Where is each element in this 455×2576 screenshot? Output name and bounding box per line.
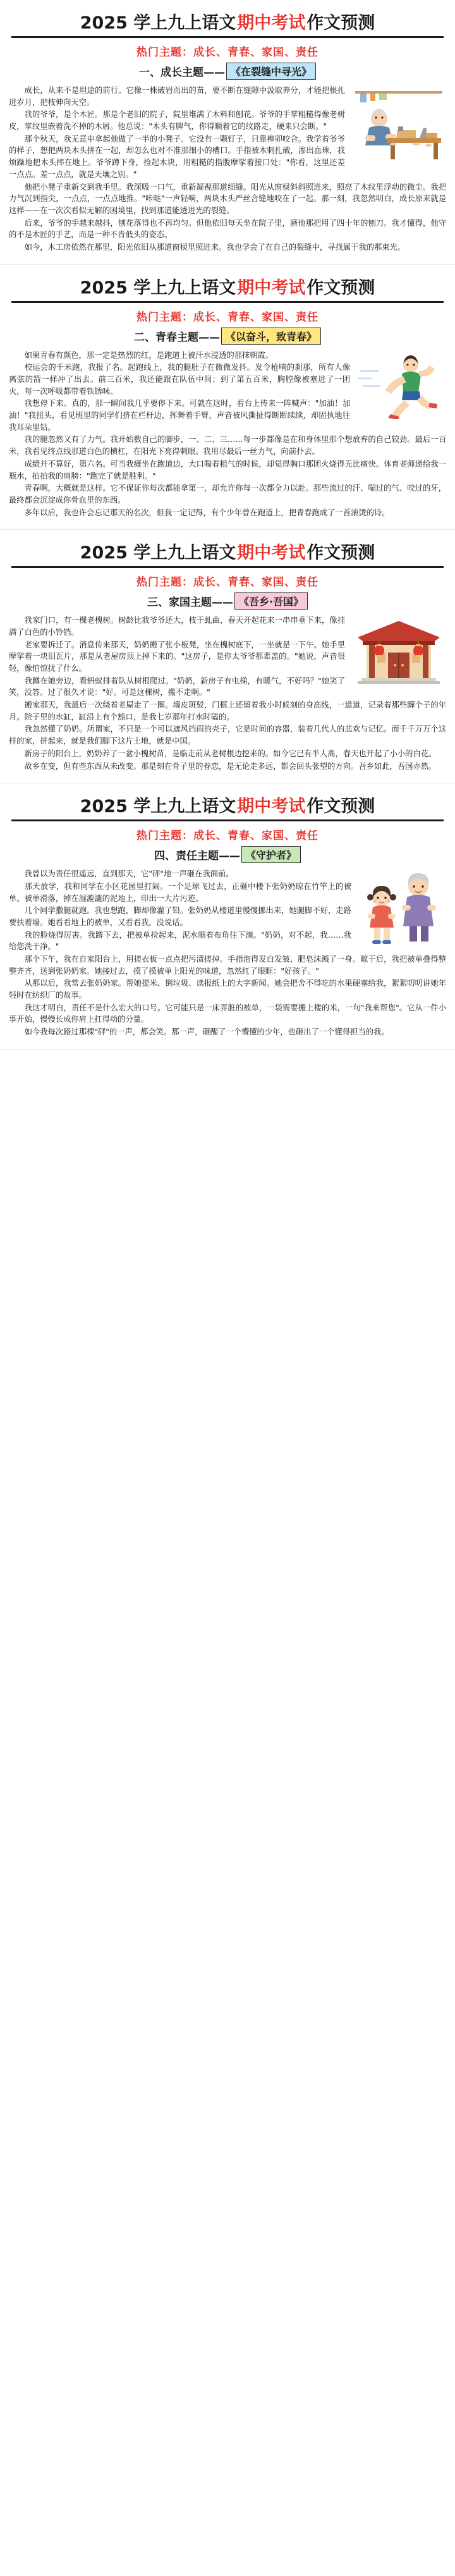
- page-title: [9, 536, 446, 565]
- title-part-2: 期中考试: [237, 278, 306, 298]
- paragraph: 青春啊，大概就是这样。它不保证你每次都能拿第一，却允许你每一次都全力以赴。那些流过的汗、喘过的气、咬过的牙，最终都会沉淀成你骨血里的东西。: [9, 484, 446, 505]
- paragraph: 如今我每次路过那棵"砰"的一声，都会笑。那一声，砸醒了一个懵懂的少年，也砸出了一个懂得担当的我。: [24, 1027, 389, 1037]
- title-part-3: 作文预测: [306, 797, 375, 817]
- topic-bar-1: 热门主题：成长、青春、家国、责任: [136, 46, 318, 59]
- section-prefix-2: 二、青春主题——: [133, 331, 220, 344]
- paragraph: 那个秋天，我无意中拿起他做了一半的小凳子。它没有一颗钉子，只靠榫卯咬合。我学着爷爷的样子，想把两块木头拼在一起，却怎么也对不准那细小的槽口。手指被木刺扎破，渗出血珠，我烦躁地把木头摔在地上。爷爷蹲下身，捡起木块，用粗糙的指腹摩挲着接口处："你看，这里还差一点点。差一点点，就是天壤之别。": [9, 134, 345, 179]
- article-card-1: [0, 0, 455, 265]
- title-part-1: 2025 学上九上语文: [80, 278, 236, 298]
- grandmother-girl-illustration: [358, 869, 446, 945]
- paragraph: 后来，爷爷的手越来越抖，刨花落得也不再均匀。但他依旧每天坐在院子里，磨他那把用了四十年的刨刀。我才懂得，他守的不是木匠的手艺，而是一种不肯低头的姿态。: [9, 218, 446, 240]
- paragraph: 我蹲在她旁边，看蚂蚁排着队从树根爬过。"奶奶，新房子有电梯，有暖气，不好吗？"她笑了笑，没答。过了很久才说："好。可是这棵树，搬不走啊。": [9, 676, 345, 697]
- article-body-2: [9, 350, 446, 520]
- paragraph: 如今，木工房依然在那里，阳光依旧从那道窗棂里照进来。我也学会了在自己的裂缝中，寻找属于我的那束光。: [24, 242, 406, 252]
- paragraph: 几个同学撒腿就跑。我也想跑，脚却像灌了铅。张奶奶从楼道里慢慢挪出来，她腿脚不好，走路要扶着墙。她看看地上的被单，又看看我，没说话。: [9, 906, 351, 927]
- section-prefix-4: 四、责任主题——: [154, 850, 240, 863]
- title-divider: [11, 566, 444, 568]
- page-title: [9, 790, 446, 818]
- title-part-3: 作文预测: [306, 278, 375, 298]
- grandfather-carpenter-illustration: [351, 86, 446, 161]
- paragraph: 我忽然懂了奶奶。所谓家，不只是一个可以遮风挡雨的壳子，它是时间的容器，装着几代人的悲欢与记忆。而千千万万个这样的家，拼起来，就是我们脚下这片土地，就是中国。: [9, 725, 446, 746]
- paragraph: 如果青春有颜色，那一定是热烈的红，是跑道上被汗水浸透的那抹朝霞。: [24, 350, 274, 360]
- article-card-3: [0, 530, 455, 783]
- section-title-3: 《吾乡·吾国》: [234, 592, 308, 610]
- paragraph: 故乡在变，但有些东西从未改变。那是刻在骨子里的眷恋，是无论走多远，都会回头张望的方向。吾乡如此，吾国亦然。: [24, 761, 437, 771]
- title-part-2: 期中考试: [237, 543, 306, 563]
- paragraph: 那个下午，我在自家阳台上，用搓衣板一点点把污渍搓掉。手指泡得发白发皱，肥皂沫溅了一身。晾干后，我把被单叠得整整齐齐，送到张奶奶家。她接过去，摸了摸被单上阳光的味道，忽然红了眼眶："好孩子。": [9, 955, 446, 976]
- section-heading-1: [9, 63, 446, 80]
- page-title: [9, 271, 446, 300]
- title-part-3: 作文预测: [306, 13, 375, 33]
- article-card-2: [0, 265, 455, 531]
- paragraph: 老家要拆迁了。消息传来那天，奶奶搬了张小板凳，坐在槐树底下，一坐就是一下午。她手里摩挲着一块旧瓦片，那是从老屋房顶上掉下来的。"这房子，是你太爷爷那辈盖的。"她说，声音很轻，像怕惊扰了什么。: [9, 640, 345, 673]
- document-page: [0, 0, 455, 1050]
- title-part-1: 2025 学上九上语文: [80, 13, 236, 33]
- paragraph: 我这才明白，责任不是什么宏大的口号。它可能只是一床弄脏的被单，一袋需要搬上楼的米，一句"我来帮您"。它从一件小事开始，慢慢长成你肩上扛得动的分量。: [9, 1003, 446, 1024]
- page-title: [9, 6, 446, 35]
- title-part-2: 期中考试: [237, 13, 306, 33]
- topic-bar-4: 热门主题：成长、青春、家国、责任: [136, 830, 318, 843]
- temple-lantern-illustration: [351, 616, 446, 687]
- section-prefix-3: 三、家国主题——: [147, 596, 233, 610]
- section-heading-2: [9, 328, 446, 345]
- paragraph: 成长，从来不是坦途的前行。它像一株破岩而出的苗，要不断在缝隙中汲取养分，才能把根扎进岁月，把枝伸向天空。: [9, 86, 345, 107]
- article-body-4: [9, 868, 446, 1039]
- title-part-3: 作文预测: [306, 543, 375, 563]
- paragraph: 新房子的阳台上，奶奶养了一盆小槐树苗，是临走前从老树根边挖来的。如今它已有半人高，春天也开起了小小的白花。: [24, 749, 437, 758]
- article-body-1: [9, 85, 446, 254]
- paragraph: 多年以后，我也许会忘记那天的名次，但我一定记得，有个少年曾在跑道上，把青春跑成了一首滚烫的诗。: [24, 508, 390, 517]
- title-divider: [11, 819, 444, 821]
- paragraph: 我的脸烧得厉害。我蹲下去，把被单捡起来，泥水顺着布角往下滴。"奶奶，对不起，我……我给您洗干净。": [9, 930, 351, 952]
- section-title-2: 《以奋斗，致青春》: [221, 328, 321, 345]
- paragraph: 我曾以为责任很遥远，直到那天，它"砰"地一声砸在我面前。: [24, 869, 234, 879]
- title-divider: [11, 36, 444, 38]
- section-title-4: 《守护者》: [241, 846, 301, 863]
- paragraph: 搬家那天，我最后一次绕着老屋走了一圈。墙皮斑驳，门框上还留着我小时候刻的身高线，一道道，记录着那些蹿个子的年月。院子里的水缸，缸沿上有个豁口，是我七岁那年打水时磕的。: [9, 701, 446, 721]
- paragraph: 那天放学，我和同学在小区花园里打闹。一个足球飞过去，正砸中楼下张奶奶晾在竹竿上的被单。被单滑落，掉在湿漉漉的泥地上，印出一大片污迹。: [9, 881, 351, 903]
- running-youth-illustration: [356, 351, 446, 419]
- paragraph: 校运会的千米跑，我报了名。起跑线上，我的腿肚子在微微发抖。发令枪响的刹那，所有人像离弦的箭一样冲了出去。前三百米，我还能跟在队伍中间；到了第五百米，胸腔像被塞进了一团火，每一次呼吸都带着铁锈味。: [9, 363, 350, 396]
- title-part-1: 2025 学上九上语文: [80, 797, 236, 817]
- section-prefix-1: 一、成长主题——: [138, 66, 225, 79]
- article-body-3: [9, 615, 446, 773]
- paragraph: 从那以后，我常去张奶奶家。帮她提米、倒垃圾、读报纸上的大字新闻。她会把舍不得吃的水果硬塞给我，絮絮叨叨讲她年轻时在纺织厂的故事。: [9, 979, 446, 1000]
- paragraph: 他把小凳子重新交到我手里。我深吸一口气，重新凝视那道细缝。阳光从窗棂斜斜照进来，照亮了木纹里浮动的微尘。我把力气沉到指尖，一点点，一点点地推。"咔哒"一声轻响，两块木头严丝合缝地咬在了一起。那一刻，我忽然明白，成长原来就是这样——在一次次看似无解的困境里，找到那道能透进光的裂缝。: [9, 182, 446, 215]
- paragraph: 我的腿忽然又有了力气。我开始数自己的脚步，一、二、三……每一步都像是在和身体里那个想放弃的自己较劲。最后一百米，我看见终点线那道白色的横杠，在阳光下亮得刺眼。我用尽最后一丝力气，向前扑去。: [9, 435, 446, 457]
- section-heading-4: [9, 846, 446, 863]
- paragraph: 成绩并不算好，第六名。可当我瘫坐在跑道边，大口喘着粗气的时候，却觉得胸口那团火烧得无比痛快。体育老师递给我一瓶水，拍拍我的肩膀："跑完了就是胜利。": [9, 459, 446, 481]
- topic-bar-2: 热门主题：成长、青春、家国、责任: [136, 310, 318, 324]
- title-divider: [11, 301, 444, 303]
- paragraph: 我家门口，有一棵老槐树。树龄比我爷爷还大，枝干虬曲，春天开起花来一串串垂下来，像挂满了白色的小铃铛。: [9, 616, 345, 637]
- paragraph: 我想停下来。真的，那一瞬间我几乎要停下来。可就在这时，看台上传来一阵喊声："加油！加油！"我扭头，看见班里的同学们挤在栏杆边，挥舞着手臂，声音被风撕扯得断断续续，却固执地往我耳朵里钻。: [9, 399, 350, 432]
- paragraph: 我的爷爷，是个木匠。那是个老旧的院子，院里堆满了木料和刨花。爷爷的手掌粗糙得像老树皮，掌纹里嵌着洗不掉的木屑。他总说："木头有脾气，你得顺着它的纹路走，硬来只会断。": [9, 110, 345, 132]
- title-part-1: 2025 学上九上语文: [80, 543, 236, 563]
- section-heading-3: [9, 592, 446, 610]
- article-card-4: [0, 783, 455, 1050]
- title-part-2: 期中考试: [237, 797, 306, 817]
- section-title-1: 《在裂缝中寻光》: [226, 63, 316, 80]
- topic-bar-3: 热门主题：成长、青春、家国、责任: [136, 576, 318, 589]
